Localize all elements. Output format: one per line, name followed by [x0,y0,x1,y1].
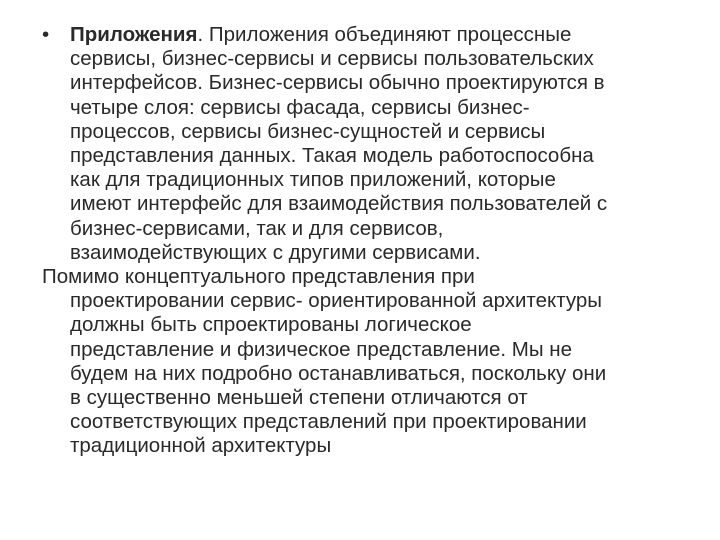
paragraph-line: бизнес-сервисами, так и для сервисов, [70,216,444,240]
paragraph-line: имеют интерфейс для взаимодействия пользователей с [70,192,608,216]
paragraph-line: взаимодействующих с другими сервисами. [70,240,481,264]
paragraph-line: в существенно меньшей степени отличаются от [70,386,528,410]
bullet-icon: • [42,23,50,46]
paragraph-line: традиционной архитектуры [70,434,332,458]
paragraph-line: сервисы, бизнес-сервисы и сервисы пользовательских [70,47,594,71]
paragraph-line: будем на них подробно останавливаться, поскольку они [70,361,607,385]
slide-body-text [42,23,692,459]
paragraph-line: четыре слоя: сервисы фасада, сервисы бизнес- [70,95,530,119]
paragraph-line: представления данных. Такая модель работоспособна [70,144,594,168]
paragraph-line: соответствующих представлений при проектировании [70,410,587,434]
paragraph-line: интерфейсов. Бизнес-сервисы обычно проектируются в [70,71,605,95]
paragraph-line: представление и физическое представление. Мы не [70,337,573,361]
paragraph-line: . Приложения объединяют процессные [197,23,572,46]
paragraph-line: проектировании сервис- ориентированной архитектуры [70,289,602,313]
paragraph-line: Помимо концептуального представления при [42,265,475,289]
paragraph-line: должны быть спроектированы логическое [70,313,472,337]
paragraph-line: процессов, сервисы бизнес-сущностей и сервисы [70,119,546,143]
paragraph-line: как для традиционных типов приложений, которые [70,168,556,192]
bold-term: Приложения [70,23,198,46]
bullet-paragraph-first-line [42,23,692,47]
